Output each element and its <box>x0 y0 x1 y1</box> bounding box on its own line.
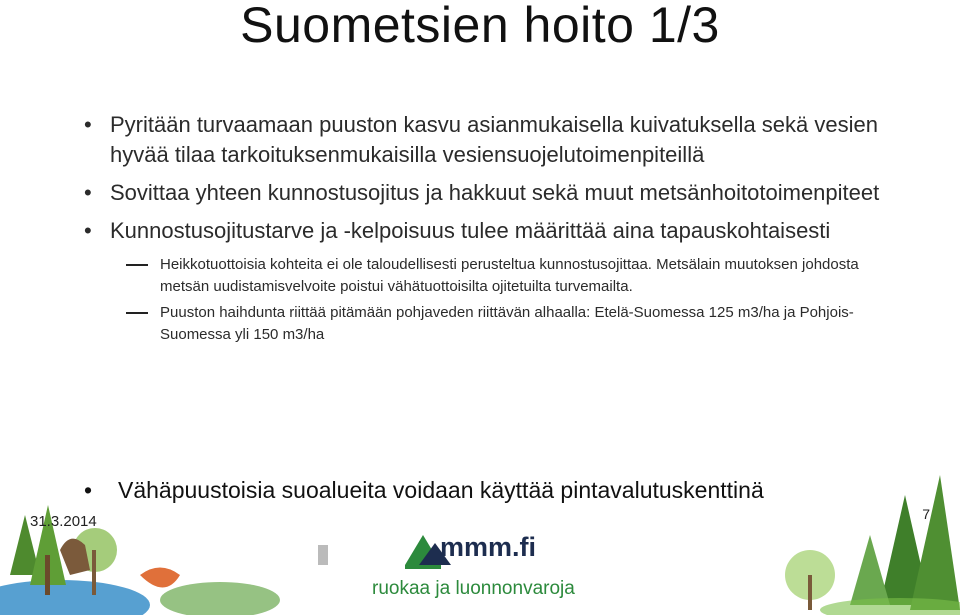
logo-text: mmm.fi <box>440 532 537 562</box>
bullet-item <box>84 178 884 208</box>
sub-bullet-item <box>84 302 884 346</box>
bullet-dot-icon: • <box>84 180 92 205</box>
bullet-text: Pyritään turvaamaan puuston kasvu asianmukaisella kuivatuksella sekä vesien hyvää tilaa tarkoituksenmukaisilla vesiensuojelutoimenpiteillä <box>110 112 878 167</box>
bullet-dot-icon: • <box>84 477 93 503</box>
sub-bullet-text: Heikkotuottoisia kohteita ei ole taloudellisesti perusteltua kunnostusojittaa. Metsälain muutoksen johdosta metsän uudistamisvelvoite poistui vähätuottoisilta ojitetuilta turvemailta. <box>160 256 859 295</box>
dash-icon <box>126 264 148 266</box>
sub-bullet-item <box>84 254 884 298</box>
slide-content <box>84 110 884 350</box>
bullet-item <box>84 110 884 170</box>
sub-bullet-text: Puuston haihdunta riittää pitämään pohjaveden riittävän alhaalla: Etelä-Suomessa 125 m3/ha ja Pohjois-Suomessa yli 150 m3/ha <box>160 304 854 343</box>
bullet-text: Sovittaa yhteen kunnostusojitus ja hakkuut sekä muut metsänhoitotoimenpiteet <box>110 180 880 205</box>
slide-title: Suometsien hoito 1/3 <box>240 0 720 53</box>
logo-tagline: ruokaa ja luonnonvaroja <box>372 578 575 599</box>
dash-icon <box>126 312 148 314</box>
page-number: 7 <box>922 506 930 522</box>
bullet-dot-icon: • <box>84 218 92 243</box>
slide-date: 31.3.2014 <box>30 513 97 530</box>
bullet-item-last <box>84 475 948 505</box>
bullet-dot-icon: • <box>84 112 92 137</box>
bullet-text: Vähäpuustoisia suoalueita voidaan käyttää pintavalutuskenttinä <box>118 477 764 503</box>
bullet-text: Kunnostusojitustarve ja -kelpoisuus tulee määrittää aina tapauskohtaisesti <box>110 218 831 243</box>
bullet-item <box>84 216 884 246</box>
